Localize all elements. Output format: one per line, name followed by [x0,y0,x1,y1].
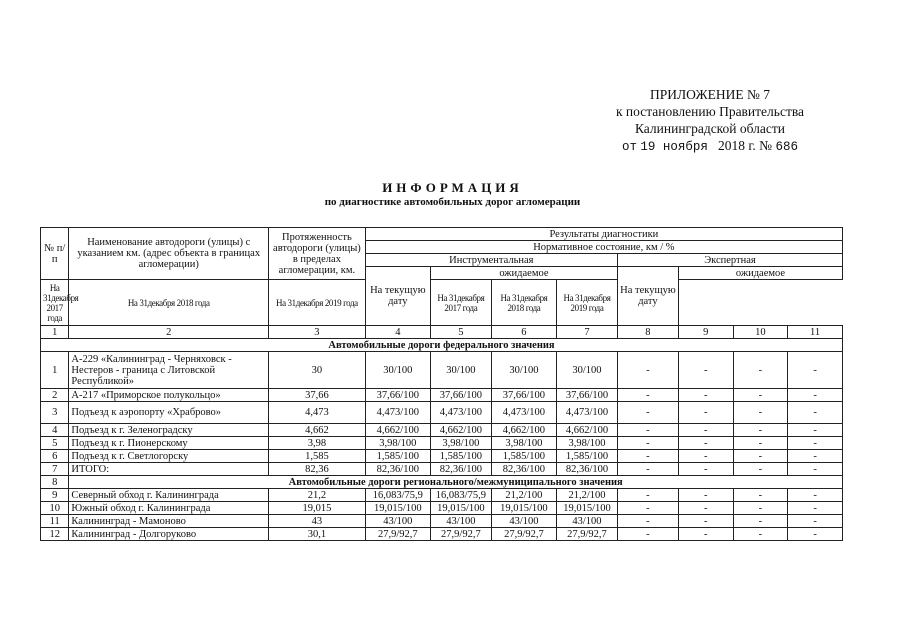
expert-2017: - [678,515,733,528]
instr-2017: 30/100 [430,352,491,389]
header-instrumental: Инструментальная [365,254,617,267]
road-name: А-229 «Калининград - Черняховск - Нестеров - граница с Литовской Республикой» [69,352,269,389]
instr-2019: 4,473/100 [557,402,618,424]
expert-2018: - [733,402,788,424]
instr-2017: 82,36/100 [430,463,491,476]
road-name: Подъезд к г. Пионерскому [69,437,269,450]
road-name: Подъезд к аэропорту «Храброво» [69,402,269,424]
expert-2019: - [788,489,843,502]
road-name: Подъезд к г. Зеленоградску [69,424,269,437]
expert-current: - [617,489,678,502]
expert-current: - [617,502,678,515]
header-exp-current: На текущую дату [617,267,678,326]
row-number: 8 [41,476,69,489]
row-number: 12 [41,528,69,541]
road-name: Калининград - Долгоруково [69,528,269,541]
table-row [41,402,843,424]
road-length: 4,662 [269,424,366,437]
appendix-block [560,86,860,156]
road-length: 21,2 [269,489,366,502]
row-number: 2 [41,389,69,402]
expert-current: - [617,352,678,389]
header-normative: Нормативное состояние, км / % [365,241,842,254]
instr-current: 30/100 [365,352,430,389]
road-name: Северный обход г. Калининграда [69,489,269,502]
document-subtitle: по диагностике автомобильных дорог агломерации [324,196,581,208]
row-number: 1 [41,352,69,389]
road-name: Калининград - Мамоново [69,515,269,528]
instr-2017: 3,98/100 [430,437,491,450]
header-instr-current: На текущую дату [365,267,430,326]
expert-current: - [617,424,678,437]
expert-2017: - [678,463,733,476]
instr-current: 1,585/100 [365,450,430,463]
row-number: 6 [41,450,69,463]
appendix-date-line [560,137,860,156]
instr-2018: 30/100 [491,352,556,389]
date-year: 2018 г. № [718,138,773,153]
expert-2017: - [678,489,733,502]
instr-2017: 1,585/100 [430,450,491,463]
row-number: 4 [41,424,69,437]
road-length: 3,98 [269,437,366,450]
instr-2018: 82,36/100 [491,463,556,476]
instr-2019: 19,015/100 [557,502,618,515]
instr-2018: 4,473/100 [491,402,556,424]
instr-2018: 43/100 [491,515,556,528]
table-row [41,489,843,502]
road-name: Южный обход г. Калининграда [69,502,269,515]
appendix-title: ПРИЛОЖЕНИЕ № 7 [649,87,771,102]
col-number: 6 [491,326,556,339]
col-number: 1 [41,326,69,339]
instr-2018: 3,98/100 [491,437,556,450]
expert-2018: - [733,450,788,463]
appendix-line-region: Калининградской области [634,121,786,136]
table-row [41,424,843,437]
instr-2017: 4,473/100 [430,402,491,424]
expert-2018: - [733,424,788,437]
expert-2017: - [678,424,733,437]
header-num: № п/п [41,228,69,280]
instr-current: 82,36/100 [365,463,430,476]
table-row [41,502,843,515]
instr-2019: 21,2/100 [557,489,618,502]
expert-2018: - [733,502,788,515]
road-length: 30 [269,352,366,389]
col-number: 7 [557,326,618,339]
instr-current: 16,083/75,9 [365,489,430,502]
instr-current: 27,9/92,7 [365,528,430,541]
expert-2019: - [788,528,843,541]
expert-current: - [617,528,678,541]
header-instr-2018: На 31декабря 2018 года [69,280,269,326]
header-expert: Экспертная [617,254,842,267]
header-instr-2017: На 31декабря 2017 года [41,280,69,326]
instr-2017: 19,015/100 [430,502,491,515]
header-length: Протяженность автодороги (улицы) в пределах агломерации, км. [269,228,366,280]
instr-2017: 4,662/100 [430,424,491,437]
expert-2017: - [678,437,733,450]
expert-2019: - [788,463,843,476]
road-name: Подъезд к г. Светлогорску [69,450,269,463]
expert-2017: - [678,450,733,463]
table-header [41,228,843,326]
instr-current: 4,473/100 [365,402,430,424]
row-number: 3 [41,402,69,424]
document-title: ИНФОРМАЦИЯ [382,180,523,195]
expert-current: - [617,437,678,450]
header-exp-2018: На 31декабря 2018 года [491,280,556,326]
table-row [41,528,843,541]
expert-2017: - [678,402,733,424]
row-number: 7 [41,463,69,476]
instr-2018: 19,015/100 [491,502,556,515]
expert-2017: - [678,389,733,402]
instr-2019: 27,9/92,7 [557,528,618,541]
section-federal-row [41,339,843,352]
table-row [41,463,843,476]
section-federal-title: Автомобильные дороги федерального значения [41,339,843,352]
instr-current: 43/100 [365,515,430,528]
expert-2018: - [733,389,788,402]
appendix-line-resolution: к постановлению Правительства [615,104,805,119]
table-row [41,437,843,450]
instr-2018: 27,9/92,7 [491,528,556,541]
header-exp-2019: На 31декабря 2019 года [557,280,618,326]
column-number-row [41,326,843,339]
date-day-month: 19 ноября [640,140,708,154]
instr-2018: 1,585/100 [491,450,556,463]
road-length: 30,1 [269,528,366,541]
expert-2018: - [733,437,788,450]
road-length: 37,66 [269,389,366,402]
expert-2017: - [678,528,733,541]
instr-2017: 27,9/92,7 [430,528,491,541]
table-row [41,515,843,528]
instr-2019: 30/100 [557,352,618,389]
expert-current: - [617,402,678,424]
expert-2018: - [733,528,788,541]
instr-current: 37,66/100 [365,389,430,402]
instr-2017: 37,66/100 [430,389,491,402]
road-length: 43 [269,515,366,528]
expert-2017: - [678,502,733,515]
row-number: 5 [41,437,69,450]
header-exp-expected: ожидаемое [678,267,842,280]
table-row [41,389,843,402]
col-number: 3 [269,326,366,339]
road-length: 4,473 [269,402,366,424]
instr-current: 19,015/100 [365,502,430,515]
instr-current: 4,662/100 [365,424,430,437]
expert-2018: - [733,515,788,528]
instr-2019: 3,98/100 [557,437,618,450]
header-results: Результаты диагностики [365,228,842,241]
expert-2019: - [788,515,843,528]
expert-2019: - [788,437,843,450]
instr-2018: 4,662/100 [491,424,556,437]
table-body [41,326,843,541]
col-number: 10 [733,326,788,339]
diagnostics-table [40,227,843,541]
expert-2018: - [733,463,788,476]
expert-2019: - [788,389,843,402]
instr-2017: 16,083/75,9 [430,489,491,502]
expert-2018: - [733,352,788,389]
resolution-number: 686 [775,140,798,154]
instr-current: 3,98/100 [365,437,430,450]
date-prefix: от [622,140,638,154]
header-instr-expected: ожидаемое [430,267,617,280]
expert-2018: - [733,489,788,502]
road-name: А-217 «Приморское полукольцо» [69,389,269,402]
col-number: 4 [365,326,430,339]
road-length: 1,585 [269,450,366,463]
instr-2019: 1,585/100 [557,450,618,463]
expert-current: - [617,389,678,402]
expert-2019: - [788,450,843,463]
road-name: ИТОГО: [69,463,269,476]
expert-current: - [617,463,678,476]
col-number: 11 [788,326,843,339]
instr-2017: 43/100 [430,515,491,528]
expert-2019: - [788,502,843,515]
col-number: 2 [69,326,269,339]
expert-2019: - [788,352,843,389]
table-row [41,352,843,389]
header-road-name: Наименование автодороги (улицы) с указанием км. (адрес объекта в границах агломерации) [69,228,269,280]
header-instr-2019: На 31декабря 2019 года [269,280,366,326]
row-number: 9 [41,489,69,502]
expert-2019: - [788,402,843,424]
road-length: 19,015 [269,502,366,515]
instr-2019: 43/100 [557,515,618,528]
header-exp-2017: На 31декабря 2017 года [430,280,491,326]
instr-2019: 4,662/100 [557,424,618,437]
col-number: 9 [678,326,733,339]
expert-2017: - [678,352,733,389]
section-regional-title: Автомобильные дороги регионального/межмуниципального значения [69,476,843,489]
row-number: 10 [41,502,69,515]
expert-current: - [617,515,678,528]
instr-2019: 37,66/100 [557,389,618,402]
expert-current: - [617,450,678,463]
instr-2019: 82,36/100 [557,463,618,476]
col-number: 5 [430,326,491,339]
table-row [41,450,843,463]
road-length: 82,36 [269,463,366,476]
instr-2018: 21,2/100 [491,489,556,502]
col-number: 8 [617,326,678,339]
section-regional-row [41,476,843,489]
expert-2019: - [788,424,843,437]
row-number: 11 [41,515,69,528]
instr-2018: 37,66/100 [491,389,556,402]
